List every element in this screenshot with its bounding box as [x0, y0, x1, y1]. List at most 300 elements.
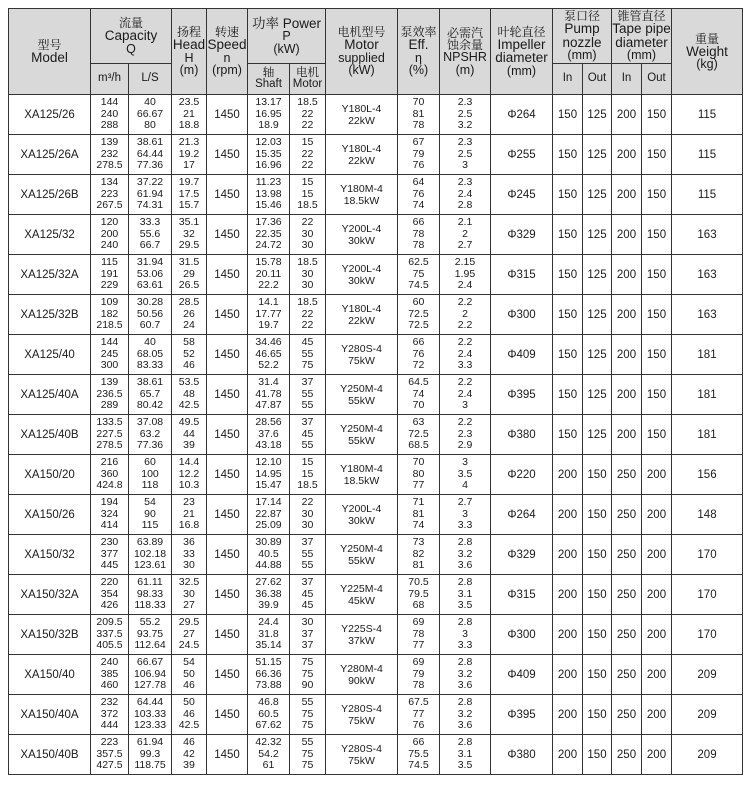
cell-npshr	[440, 375, 491, 415]
cell-value: Φ255	[507, 148, 536, 161]
cell-motor-power	[290, 575, 326, 615]
cell-value: 2.2	[457, 376, 473, 389]
cell-value: 200	[557, 748, 578, 761]
cell-value: 66.36	[255, 667, 282, 680]
cell-value: XA125/40B	[20, 428, 79, 441]
cell-value: 2.7	[457, 239, 473, 252]
cell-value: 55.6	[139, 227, 161, 240]
cell-npshr	[440, 535, 491, 575]
cell-value: 357.5	[96, 747, 123, 760]
cell-value: 19.7	[178, 176, 200, 189]
cell-value: XA150/32A	[20, 588, 79, 601]
cell-value: 75	[301, 667, 314, 680]
cell-value: XA125/40	[24, 348, 75, 361]
cell-value: 90	[144, 507, 156, 520]
cell-npshr	[440, 175, 491, 215]
cell-value: 42.32	[255, 736, 282, 749]
cell-motor-power	[290, 135, 326, 175]
cell-motor-type	[326, 335, 398, 375]
cell-value: 37.08	[136, 416, 164, 429]
cell-value: 80	[144, 119, 156, 132]
cell-motor-power	[290, 95, 326, 135]
cell-value: 127.78	[133, 679, 167, 692]
cell-value: 66	[412, 336, 425, 349]
cell-value: 2.7	[457, 496, 473, 509]
cell-value: 55	[301, 559, 314, 572]
cell-value: 163	[697, 268, 717, 281]
cell-tape-in	[612, 135, 642, 175]
table-row	[9, 575, 743, 615]
cell-value: 125	[587, 188, 607, 201]
cell-head	[172, 295, 207, 335]
cell-capacity-ls	[129, 95, 172, 135]
cell-value: 60.7	[139, 319, 161, 332]
cell-value: 46	[183, 359, 195, 372]
cell-motor-power	[290, 175, 326, 215]
cell-speed	[207, 175, 248, 215]
cell-value: 45	[301, 336, 314, 349]
cell-weight	[672, 455, 743, 495]
cell-value: 115	[697, 108, 717, 121]
cell-value: 102.18	[133, 547, 167, 560]
cell-value: 78	[412, 119, 425, 132]
cell-value: 99.3	[139, 747, 161, 760]
cell-head	[172, 95, 207, 135]
cell-value: 37	[301, 376, 314, 389]
cell-value: 75kW	[348, 754, 375, 767]
cell-value: 200	[557, 548, 578, 561]
cell-capacity-ls	[129, 255, 172, 295]
cell-shaft-power	[248, 135, 290, 175]
cell-value: 51.15	[255, 656, 282, 669]
cell-value: 200	[616, 148, 637, 161]
cell-model	[9, 415, 91, 455]
cell-value: 170	[697, 628, 717, 641]
cell-value: 30.28	[136, 296, 164, 309]
cell-motor-power	[290, 535, 326, 575]
cell-value: 125	[587, 388, 607, 401]
cell-value: 2.8	[457, 536, 473, 549]
cell-speed	[207, 655, 248, 695]
cell-speed	[207, 455, 248, 495]
cell-capacity-m3h	[91, 95, 129, 135]
subheader-motor: 电机 Motor	[290, 64, 326, 95]
cell-value: 75kW	[348, 714, 375, 727]
table-row	[9, 495, 743, 535]
cell-value: 200	[646, 668, 667, 681]
cell-value: 24	[183, 319, 195, 332]
cell-value: 90	[301, 679, 314, 692]
cell-speed	[207, 495, 248, 535]
cell-motor-type	[326, 175, 398, 215]
cell-value: Φ395	[507, 388, 536, 401]
cell-value: 30	[183, 587, 195, 600]
cell-value: 22	[301, 216, 314, 229]
cell-value: 133.5	[96, 416, 123, 429]
cell-value: 2.1	[457, 216, 473, 229]
cell-value: 93.75	[136, 627, 164, 640]
cell-value: 22	[301, 307, 314, 320]
cell-value: 2.8	[457, 616, 473, 629]
cell-nozzle-out	[583, 535, 612, 575]
cell-value: 150	[646, 148, 667, 161]
cell-value: 75kW	[348, 354, 375, 367]
cell-tape-out	[642, 695, 672, 735]
cell-value: 30	[301, 616, 314, 629]
cell-value: 40	[144, 96, 156, 109]
cell-value: 150	[646, 108, 667, 121]
cell-value: 232	[100, 147, 119, 160]
cell-efficiency	[398, 95, 440, 135]
cell-speed	[207, 375, 248, 415]
header-head: 扬程 Head H (m)	[172, 9, 207, 95]
cell-value: 32	[183, 227, 195, 240]
cell-value: Y280S-4	[341, 702, 382, 715]
cell-npshr	[440, 135, 491, 175]
cell-impeller	[491, 255, 553, 295]
cell-value: 150	[646, 308, 667, 321]
cell-value: 3	[462, 627, 468, 640]
cell-value: 53.06	[136, 267, 164, 280]
cell-value: 68.5	[408, 439, 429, 452]
cell-value: Φ395	[507, 708, 536, 721]
cell-value: 55	[301, 736, 314, 749]
cell-weight	[672, 695, 743, 735]
cell-value: Φ220	[507, 468, 536, 481]
cell-shaft-power	[248, 455, 290, 495]
cell-motor-type	[326, 135, 398, 175]
cell-value: 41.78	[255, 387, 282, 400]
cell-efficiency	[398, 535, 440, 575]
cell-head	[172, 655, 207, 695]
cell-shaft-power	[248, 375, 290, 415]
table-row	[9, 615, 743, 655]
cell-value: 125	[587, 268, 607, 281]
cell-value: 2.5	[457, 147, 473, 160]
cell-value: 15	[301, 467, 314, 480]
cell-value: 22	[301, 159, 314, 172]
cell-npshr	[440, 615, 491, 655]
cell-value: 36.38	[255, 587, 282, 600]
cell-tape-in	[612, 95, 642, 135]
cell-value: 65.7	[139, 387, 161, 400]
cell-model	[9, 255, 91, 295]
cell-impeller	[491, 655, 553, 695]
cell-value: 2	[462, 307, 468, 320]
cell-value: 74.31	[136, 199, 164, 212]
cell-npshr	[440, 95, 491, 135]
cell-value: 2.4	[457, 187, 473, 200]
cell-value: 150	[587, 468, 607, 481]
cell-capacity-ls	[129, 495, 172, 535]
cell-value: 29.5	[178, 616, 200, 629]
cell-value: 64.44	[136, 147, 164, 160]
cell-value: 67.5	[408, 696, 429, 709]
cell-value: 250	[616, 708, 637, 721]
cell-value: 372	[100, 707, 119, 720]
cell-speed	[207, 335, 248, 375]
cell-value: 115	[101, 256, 118, 269]
cell-value: 2.2	[457, 336, 473, 349]
cell-value: 30.89	[255, 536, 282, 549]
cell-value: 21.3	[178, 136, 200, 149]
cell-value: 123.61	[133, 559, 167, 572]
cell-capacity-m3h	[91, 375, 129, 415]
cell-motor-power	[290, 495, 326, 535]
cell-head	[172, 455, 207, 495]
cell-value: XA125/32B	[20, 308, 79, 321]
cell-value: 444	[100, 719, 119, 732]
cell-value: 1450	[214, 228, 240, 241]
cell-npshr	[440, 495, 491, 535]
cell-value: 74	[412, 387, 425, 400]
cell-value: 18.5	[297, 199, 318, 212]
cell-capacity-m3h	[91, 335, 129, 375]
cell-value: 1450	[214, 388, 240, 401]
cell-value: XA125/32A	[20, 268, 79, 281]
cell-value: 42.5	[178, 399, 200, 412]
cell-head	[172, 135, 207, 175]
cell-value: 17.5	[178, 187, 200, 200]
cell-value: 90kW	[348, 674, 375, 687]
cell-motor-type	[326, 455, 398, 495]
cell-value: 31.4	[258, 376, 279, 389]
cell-value: Y180M-4	[340, 182, 383, 195]
cell-head	[172, 255, 207, 295]
cell-value: 250	[616, 668, 637, 681]
cell-value: 200	[646, 748, 667, 761]
cell-nozzle-in	[553, 255, 583, 295]
cell-value: 106.94	[133, 667, 167, 680]
cell-capacity-ls	[129, 655, 172, 695]
cell-value: 15.78	[255, 256, 282, 269]
subheader-tape-in: In	[612, 64, 642, 95]
cell-shaft-power	[248, 695, 290, 735]
cell-value: 181	[697, 428, 717, 441]
cell-value: 78	[412, 679, 425, 692]
cell-value: Y200L-4	[341, 222, 382, 235]
table-row	[9, 695, 743, 735]
cell-value: 37	[301, 627, 314, 640]
cell-value: 46	[183, 707, 195, 720]
cell-tape-in	[612, 615, 642, 655]
cell-model	[9, 695, 91, 735]
table-row	[9, 735, 743, 775]
cell-capacity-ls	[129, 415, 172, 455]
cell-value: 43.18	[255, 439, 282, 452]
cell-value: Y200L-4	[341, 262, 382, 275]
cell-value: 427.5	[96, 759, 123, 772]
cell-value: 17	[183, 159, 195, 172]
cell-value: 75	[301, 759, 314, 772]
cell-capacity-m3h	[91, 695, 129, 735]
cell-efficiency	[398, 695, 440, 735]
cell-motor-type	[326, 695, 398, 735]
cell-nozzle-in	[553, 335, 583, 375]
cell-value: 3.2	[457, 547, 473, 560]
cell-shaft-power	[248, 495, 290, 535]
cell-value: 26	[183, 307, 195, 320]
cell-model	[9, 575, 91, 615]
cell-value: 150	[587, 548, 607, 561]
cell-value: 83.33	[136, 359, 164, 372]
cell-value: 3.3	[457, 519, 473, 532]
cell-value: 3.2	[457, 119, 473, 132]
cell-value: 3.6	[457, 559, 473, 572]
cell-value: 15	[301, 176, 314, 189]
cell-value: 30	[301, 267, 314, 280]
cell-capacity-ls	[129, 375, 172, 415]
cell-nozzle-in	[553, 695, 583, 735]
cell-capacity-ls	[129, 295, 172, 335]
cell-value: 200	[100, 227, 119, 240]
cell-value: 2.8	[457, 736, 473, 749]
cell-shaft-power	[248, 415, 290, 455]
cell-value: 22kW	[348, 314, 375, 327]
cell-value: 30	[301, 227, 314, 240]
cell-efficiency	[398, 655, 440, 695]
cell-value: 191	[100, 267, 119, 280]
cell-value: 66.67	[136, 656, 164, 669]
cell-value: 150	[557, 188, 578, 201]
subheader-m3h: m³/h	[91, 64, 129, 95]
cell-model	[9, 175, 91, 215]
cell-value: 426	[100, 599, 119, 612]
cell-value: 44.88	[255, 559, 282, 572]
pump-spec-table	[8, 8, 743, 775]
cell-value: 62.5	[408, 256, 429, 269]
cell-model	[9, 495, 91, 535]
cell-capacity-ls	[129, 535, 172, 575]
cell-value: 209	[697, 668, 717, 681]
cell-motor-type	[326, 375, 398, 415]
cell-value: 3.6	[457, 719, 473, 732]
table-row	[9, 455, 743, 495]
cell-value: 22.87	[255, 507, 282, 520]
cell-value: 3.2	[457, 667, 473, 680]
cell-impeller	[491, 175, 553, 215]
cell-value: 200	[557, 708, 578, 721]
cell-capacity-m3h	[91, 535, 129, 575]
cell-value: 220	[100, 576, 119, 589]
cell-value: 64	[412, 176, 425, 189]
cell-value: 2.8	[457, 576, 473, 589]
cell-nozzle-in	[553, 415, 583, 455]
cell-nozzle-out	[583, 735, 612, 775]
cell-value: 75	[301, 747, 314, 760]
cell-value: 3.5	[457, 467, 473, 480]
cell-value: 150	[587, 748, 607, 761]
cell-value: 18.5	[297, 256, 318, 269]
cell-value: XA125/26A	[20, 148, 79, 161]
cell-nozzle-out	[583, 335, 612, 375]
cell-value: 289	[100, 399, 119, 412]
cell-value: 445	[100, 559, 119, 572]
cell-capacity-m3h	[91, 215, 129, 255]
cell-efficiency	[398, 415, 440, 455]
cell-model	[9, 535, 91, 575]
cell-weight	[672, 375, 743, 415]
cell-value: Y250M-4	[340, 382, 383, 395]
cell-value: 139	[100, 376, 119, 389]
cell-value: 14.95	[255, 467, 282, 480]
cell-value: 125	[587, 148, 607, 161]
cell-value: 55	[301, 696, 314, 709]
cell-value: 64.5	[408, 376, 429, 389]
cell-value: 3	[462, 507, 468, 520]
cell-value: 15	[301, 136, 314, 149]
cell-value: 240	[100, 239, 119, 252]
cell-value: 23.5	[178, 96, 200, 109]
cell-impeller	[491, 135, 553, 175]
cell-value: Y280M-4	[340, 662, 383, 675]
cell-value: 3.5	[457, 599, 473, 612]
cell-value: Φ380	[507, 748, 536, 761]
cell-efficiency	[398, 295, 440, 335]
cell-nozzle-out	[583, 135, 612, 175]
header-pump-nozzle: 泵口径 Pump nozzle (mm)	[553, 9, 612, 64]
cell-impeller	[491, 455, 553, 495]
cell-value: 2.2	[457, 319, 473, 332]
cell-value: 38.61	[136, 376, 164, 389]
cell-value: 229	[100, 279, 119, 292]
cell-value: 103.33	[133, 707, 167, 720]
cell-value: 45	[301, 427, 314, 440]
cell-value: 22	[301, 496, 314, 509]
cell-nozzle-out	[583, 175, 612, 215]
cell-capacity-m3h	[91, 255, 129, 295]
cell-value: 81	[412, 559, 425, 572]
cell-nozzle-in	[553, 375, 583, 415]
cell-motor-power	[290, 735, 326, 775]
cell-value: 46.65	[255, 347, 282, 360]
cell-tape-out	[642, 535, 672, 575]
cell-tape-out	[642, 375, 672, 415]
cell-weight	[672, 535, 743, 575]
cell-value: 77	[412, 479, 425, 492]
cell-value: 1450	[214, 628, 240, 641]
cell-model	[9, 615, 91, 655]
cell-value: 150	[646, 428, 667, 441]
cell-motor-type	[326, 655, 398, 695]
cell-value: 2.8	[457, 656, 473, 669]
cell-shaft-power	[248, 175, 290, 215]
cell-value: 115	[697, 188, 717, 201]
cell-nozzle-in	[553, 735, 583, 775]
cell-value: 424.8	[96, 479, 123, 492]
cell-value: 3.3	[457, 359, 473, 372]
cell-model	[9, 295, 91, 335]
cell-value: 78	[412, 627, 425, 640]
cell-efficiency	[398, 375, 440, 415]
cell-value: 3.6	[457, 679, 473, 692]
cell-value: 118	[141, 479, 159, 492]
cell-motor-power	[290, 255, 326, 295]
cell-capacity-m3h	[91, 495, 129, 535]
cell-value: 70	[412, 456, 425, 469]
cell-value: 216	[100, 456, 119, 469]
cell-value: 156	[697, 468, 717, 481]
cell-value: 150	[557, 348, 578, 361]
cell-value: 150	[587, 668, 607, 681]
cell-value: 2.8	[457, 199, 473, 212]
cell-motor-type	[326, 535, 398, 575]
cell-value: 125	[587, 228, 607, 241]
table-header	[9, 9, 743, 95]
cell-tape-in	[612, 535, 642, 575]
cell-value: XA150/40B	[20, 748, 79, 761]
cell-nozzle-out	[583, 695, 612, 735]
